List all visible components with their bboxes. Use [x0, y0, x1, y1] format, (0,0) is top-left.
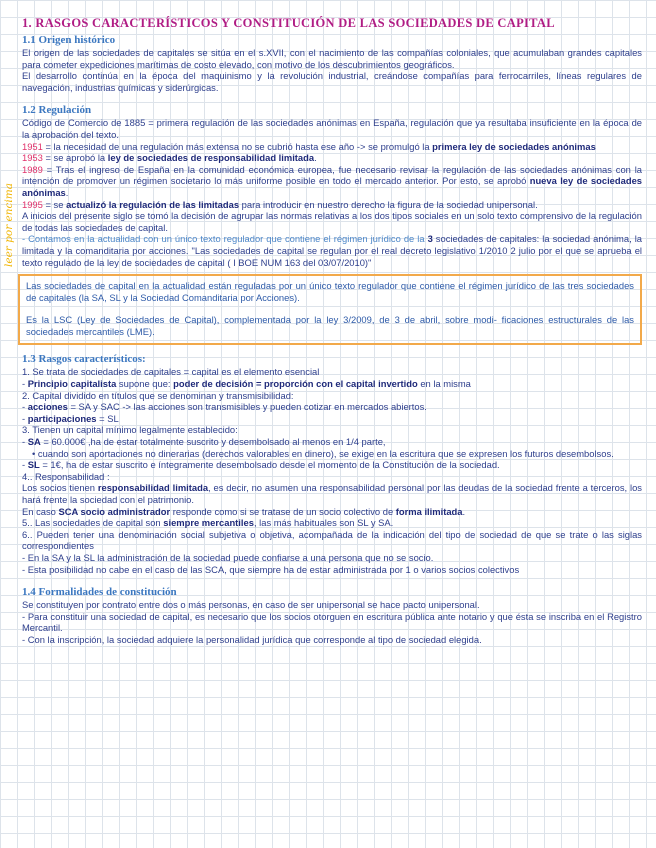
paragraph: Se constituyen por contrato entre dos o más personas, en caso de ser unipersonal se hace pacto unipersonal.	[22, 599, 480, 611]
paragraph: El origen de las sociedades de capitales se sitúa en el s.XVII, con el nacimiento de las compañías coloniales, que acumulaban grandes capitales para cometer expediciones marítimas de costo elevado, con motivo de los descubrimientos geográficos.	[22, 47, 642, 70]
text: , es decir, no asumen una responsabilidad personal por las deudas de la sociedad frente a terceros, los hará frente la sociedad con el patrimonio.	[22, 482, 642, 505]
list-item: 2. Capital dividido en títulos que se denominan y transmisibilidad:	[22, 389, 294, 401]
section-heading-regulacion: 1.2 Regulación	[22, 104, 92, 117]
side-note-text: leer por encima	[3, 183, 16, 267]
text: .	[462, 505, 466, 517]
paragraph-1989	[22, 164, 642, 199]
section-heading-origen: 1.1 Origen histórico	[22, 34, 116, 46]
paragraph: A inicios del presente siglo se tomó la decisión de agrupar las normas relativas a los dos tipos sociales en un solo texto comprensivo de la regulación de todas las sociedades de capital.	[22, 210, 642, 233]
bold-text: participaciones	[27, 412, 97, 424]
bold-text: forma ilimitada	[395, 505, 463, 517]
text: = se	[42, 198, 67, 210]
section-heading-formalidades: 1.4 Formalidades de constitución	[22, 586, 177, 599]
text: En caso	[22, 505, 59, 517]
text: = SL	[96, 412, 119, 424]
list-item	[22, 459, 642, 471]
document-title: 1. RASGOS CARACTERÍSTICOS Y CONSTITUCIÓN DE LAS SOCIEDADES DE CAPITAL	[22, 16, 555, 30]
text: en la misma	[417, 378, 471, 390]
paragraph: - Con la inscripción, la sociedad adquiere la personalidad jurídica que corresponde al tipo de sociedad elegida.	[22, 633, 482, 645]
text: = SA y SAC -> las acciones son transmisibles y pueden cotizar en mercados abiertos.	[67, 401, 427, 413]
side-note	[2, 150, 18, 300]
list-item: 4.. Responsabilidad :	[22, 470, 110, 482]
paragraph: - Para constituir una sociedad de capital, es necesario que los socios otorguen en escritura pública ante notario y que ésta se inscriba en el Registro Mercantil.	[22, 610, 642, 634]
paragraph: Código de Comercio de 1885 = primera regulación de las sociedades anónimas en España, regulación que ya resultaba insuficiente en la época de la aprobación del texto.	[22, 117, 642, 140]
bold-text: actualizó la regulación de las limitadas	[66, 198, 240, 210]
list-item: 6.. Pueden tener una denominación social subjetiva o objetiva, acompañada de la indicación del tipo de sociedad de que se trate o las siglas correspondientes	[22, 528, 642, 552]
year-label: 1995	[22, 198, 43, 210]
text: = la necesidad de una regulación más extensa no se cubrió hasta ese año -> se promulgó la	[42, 140, 433, 152]
year-label: 1953	[22, 152, 43, 164]
text: supone que:	[116, 378, 174, 390]
text: -	[22, 436, 28, 448]
text: = 60.000€ ,ha de estar totalmente suscrito y desembolsado al menos en 1/4 parte,	[40, 436, 386, 448]
text: = Tras el ingreso de España en la comunidad económica europea, fue necesario revisar la regulación de las sociedades anónimas con la intención de promover un régimen societario lo más uniforme posible en todo el mercado anterior. Por esto, se aprobó	[22, 163, 642, 187]
list-item	[22, 517, 642, 529]
list-item	[22, 401, 642, 413]
year-label: 1951	[22, 140, 43, 152]
bold-text: Principio capitalista	[27, 378, 117, 390]
list-item: - En la SA y la SL la administración de la sociedad puede confiarse a una persona que no se socio.	[22, 551, 434, 563]
section-heading-rasgos: 1.3 Rasgos característicos:	[22, 353, 146, 366]
list-item	[22, 413, 642, 425]
bold-text: primera ley de sociedades anónimas	[432, 140, 596, 152]
text: responde como si se tratase de un socio colectivo de	[170, 505, 396, 517]
bold-text: 3	[427, 233, 433, 245]
paragraph-1953	[22, 152, 642, 164]
bold-text: siempre mercantiles	[163, 517, 254, 529]
text: para introducir en nuestro derecho la figura de la sociedad unipersonal.	[239, 198, 538, 210]
text: 5.. Las sociedades de capital son	[22, 517, 164, 529]
text: Los socios tienen	[22, 482, 98, 494]
list-item	[22, 378, 642, 390]
paragraph: El desarrollo continúa en la época del maquinismo y la revolución industrial, creándose compañías para ferrocarriles, líneas regulares de navegación, industrias químicas y siderúrgicas.	[22, 70, 642, 93]
text: -	[22, 412, 28, 424]
box-paragraph: Es la LSC (Ley de Sociedades de Capital), complementada por la ley 3/2009, de 3 de abril, sobre modi- ficaciones estructurales de las sociedades mercantiles (LME).	[26, 314, 634, 337]
list-item	[22, 436, 642, 448]
text: .	[65, 186, 69, 198]
bold-text: SL	[27, 459, 40, 471]
text: = 1€, ha de estar suscrito e íntegramente desembolsado desde el momento de la Constitución de la sociedad.	[39, 459, 500, 471]
summary-box	[18, 274, 642, 345]
bold-text: poder de decisión = proporción con el capital invertido	[173, 378, 418, 390]
list-subitem: • cuando son aportaciones no dinerarias (derechos valorables en dinero), se exige en la escritura que se expresen los futuros desembolsos.	[32, 447, 614, 459]
bold-text: SCA socio administrador	[58, 505, 171, 517]
bold-text: acciones	[27, 401, 68, 413]
bold-text: nueva ley de sociedades anónimas	[22, 175, 642, 198]
document-page	[22, 16, 642, 646]
text: = se aprobó la	[42, 152, 108, 164]
box-paragraph: Las sociedades de capital en la actualidad están reguladas por un único texto regulador que contiene el régimen jurídico de las tres sociedades de capitales (la SA, SL y la Sociedad Comanditaria por Acciones).	[26, 280, 634, 303]
year-label: 1989	[22, 163, 43, 175]
list-item	[22, 506, 642, 518]
text: .	[314, 152, 317, 164]
bold-text: SA	[27, 436, 41, 448]
text: -	[22, 378, 28, 390]
text: sociedades de capitales: la sociedad anónima, la limitada y la comanditaria por acciones. "Las sociedades de capital se regulan por el real decreto legislativo 1/2010 2 julio por el que se aprueba el texto regulado de la ley de sociedades de capital ( I BOE NUM 163 del 03/07/2010)"	[22, 233, 642, 268]
list-item: - Esta posibilidad no cabe en el caso de las SCA, que siempre ha de estar administrada por 1 o varios socios colectivos	[22, 563, 520, 575]
paragraph-1995	[22, 199, 642, 211]
list-item	[22, 482, 642, 505]
list-item: 1. Se trata de sociedades de capitales = capital es el elemento esencial	[22, 366, 320, 378]
text: - Contamos en la actualidad con un único texto regulador que contiene el régimen jurídico de la	[22, 233, 428, 245]
text: -	[22, 459, 28, 471]
paragraph	[22, 233, 642, 268]
paragraph-1951	[22, 141, 642, 153]
bold-text: ley de sociedades de responsabilidad limitada	[107, 152, 315, 164]
text: , las más habituales son SL y SA.	[253, 517, 394, 529]
bold-text: responsabilidad limitada	[97, 482, 209, 494]
text: -	[22, 401, 28, 413]
list-item: 3. Tienen un capital mínimo legalmente establecido:	[22, 424, 238, 436]
